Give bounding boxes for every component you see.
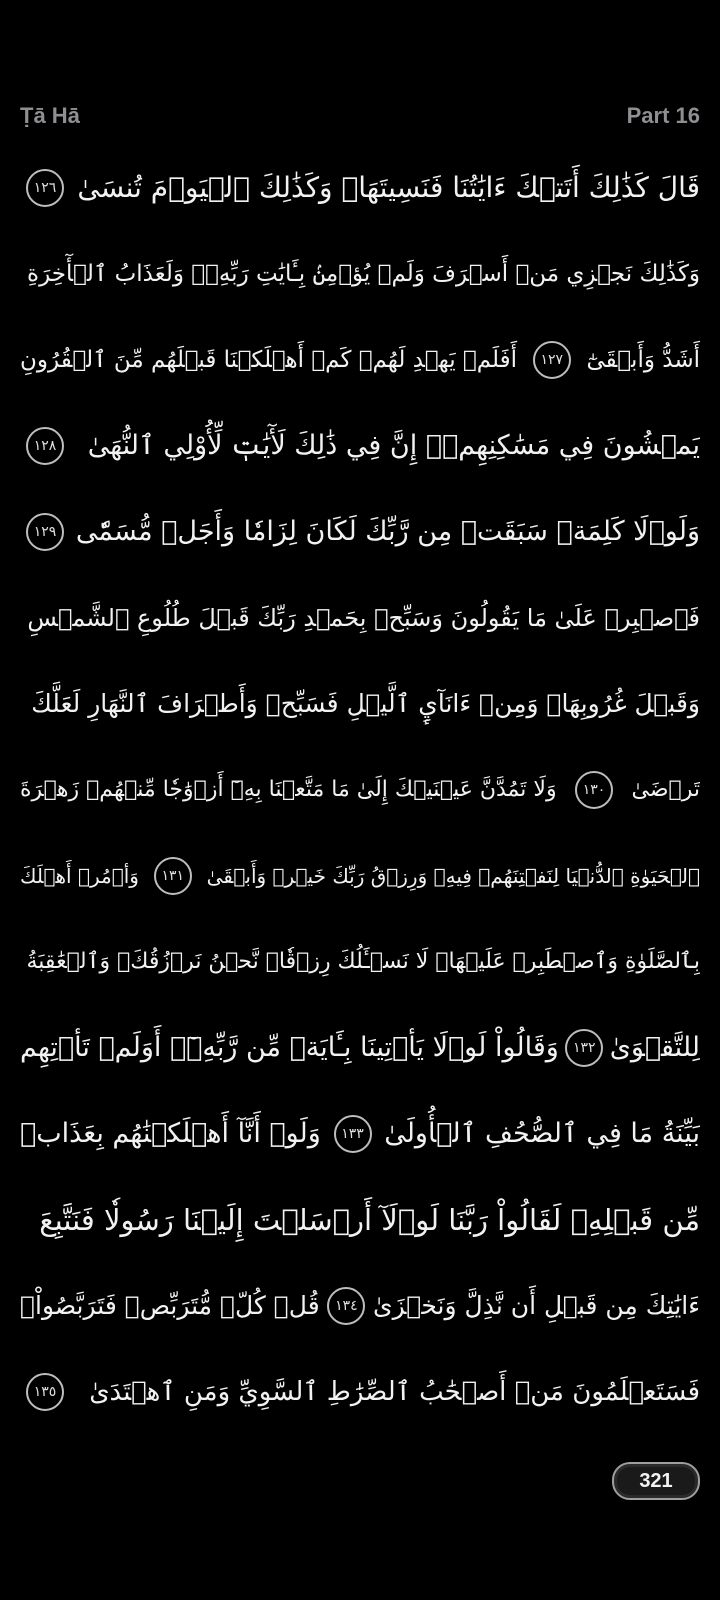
part-label: Part 16 (626, 103, 700, 128)
verse-text: فَٱصۡبِرۡ عَلَىٰ مَا يَقُولُونَ وَسَبِّحۡ بِحَمۡدِ رَبِّكَ قَبۡلَ طُلُوعِ ٱلشَّمۡسِ (27, 604, 700, 632)
page-number: 321 (639, 1469, 673, 1492)
text-line (20, 836, 700, 916)
text-line (20, 1008, 700, 1088)
verse-text: أَشَدُّ وَأَبۡقَىٰٓ (586, 347, 700, 373)
ayah-number-marker[interactable]: ١٣٢ (565, 1029, 603, 1067)
ayah-number-marker[interactable]: ١٢٨ (26, 427, 64, 465)
ayah-number-marker[interactable]: ١٣٥ (26, 1373, 64, 1411)
text-line (20, 1266, 700, 1346)
quran-text-area[interactable] (20, 148, 700, 1438)
verse-text: وَكَذَٰلِكَ نَجۡزِي مَنۡ أَسۡرَفَ وَلَمۡ يُؤۡمِنۢ بِـَٔايَٰتِ رَبِّهِۦۚ وَلَعَذَابُ ٱلۡأٓخِرَةِ (27, 261, 700, 287)
text-line (20, 148, 700, 228)
verse-text: بِٱلصَّلَوٰةِ وَٱصۡطَبِرۡ عَلَيۡهَاۖ لَا نَسۡـَٔلُكَ رِزۡقٗاۖ نَّحۡنُ نَرۡزُقُكَۗ وَٱلۡعَٰقِبَةُ (26, 949, 700, 974)
verse-text: بَيِّنَةُ مَا فِي ٱلصُّحُفِ ٱلۡأُولَىٰ (384, 1118, 700, 1149)
text-line (20, 1180, 700, 1260)
ayah-number-marker[interactable]: ١٣٠ (575, 771, 613, 809)
ayah-number-marker[interactable]: ١٢٦ (26, 169, 64, 207)
verse-text: وَقَبۡلَ غُرُوبِهَاۖ وَمِنۡ ءَانَآيِٕ ٱلَّيۡلِ فَسَبِّحۡ وَأَطۡرَافَ ٱلنَّهَارِ لَعَلَّكَ (31, 689, 700, 718)
verse-text: أَفَلَمۡ يَهۡدِ لَهُمۡ كَمۡ أَهۡلَكۡنَا قَبۡلَهُم مِّنَ ٱلۡقُرُونِ (20, 347, 518, 373)
page-footer (612, 1462, 700, 1500)
verse-text: وَأۡمُرۡ أَهۡلَكَ (20, 864, 139, 888)
verse-text: قُلۡ كُلّٞ مُّتَرَبِّصٞ فَتَرَبَّصُواْۖ (20, 1291, 320, 1320)
text-line (20, 320, 700, 400)
verse-text: فَسَتَعۡلَمُونَ مَنۡ أَصۡحَٰبُ ٱلصِّرَٰطِ ٱلسَّوِيِّ وَمَنِ ٱهۡتَدَىٰ (89, 1377, 700, 1407)
verse-text: يَمۡشُونَ فِي مَسَٰكِنِهِمۡۚ إِنَّ فِي ذَٰلِكَ لَأٓيَٰتٖ لِّأُوْلِي ٱلنُّهَىٰ (87, 430, 700, 461)
text-line (20, 750, 700, 830)
verse-text: وَقَالُواْ لَوۡلَا يَأۡتِينَا بِـَٔايَةٖ مِّن رَّبِّهِۦٓۚ أَوَلَمۡ تَأۡتِهِم (20, 1032, 559, 1063)
text-line (20, 578, 700, 658)
ayah-number-marker[interactable]: ١٣١ (154, 857, 192, 895)
verse-text: وَلَا تَمُدَّنَّ عَيۡنَيۡكَ إِلَىٰ مَا مَتَّعۡنَا بِهِۦٓ أَزۡوَٰجٗا مِّنۡهُمۡ زَهۡرَةَ (20, 777, 557, 802)
verse-text: ٱلۡحَيَوٰةِ ٱلدُّنۡيَا لِنَفۡتِنَهُمۡ فِيهِۚ وَرِزۡقُ رَبِّكَ خَيۡرٞ وَأَبۡقَىٰ (206, 864, 700, 888)
page-number-badge[interactable] (612, 1462, 700, 1500)
ayah-number-marker[interactable]: ١٣٣ (334, 1115, 372, 1153)
verse-text: وَلَوۡ أَنَّآ أَهۡلَكۡنَٰهُم بِعَذَابٖ (20, 1118, 321, 1149)
verse-text: لِلتَّقۡوَىٰ (609, 1032, 700, 1063)
surah-name: Ṭā Hā (20, 103, 80, 128)
verse-text: قَالَ كَذَٰلِكَ أَتَتۡكَ ءَايَٰتُنَا فَنَسِيتَهَاۖ وَكَذَٰلِكَ ٱلۡيَوۡمَ تُنسَىٰ (77, 171, 700, 204)
text-line (20, 664, 700, 744)
text-line (20, 492, 700, 572)
page-header (20, 100, 700, 132)
ayah-number-marker[interactable]: ١٣٤ (327, 1287, 365, 1325)
verse-text: وَلَوۡلَا كَلِمَةٞ سَبَقَتۡ مِن رَّبِّكَ لَكَانَ لِزَامٗا وَأَجَلٞ مُّسَمّٗى (75, 516, 700, 547)
text-line (20, 234, 700, 314)
verse-text: مِّن قَبۡلِهِۦ لَقَالُواْ رَبَّنَا لَوۡلَآ أَرۡسَلۡتَ إِلَيۡنَا رَسُولٗا فَنَتَّبِعَ (39, 1203, 700, 1237)
text-line (20, 406, 700, 486)
text-line (20, 1094, 700, 1174)
ayah-number-marker[interactable]: ١٢٩ (26, 513, 64, 551)
verse-text: تَرۡضَىٰ (631, 777, 700, 802)
text-line (20, 1352, 700, 1432)
text-line (20, 922, 700, 1002)
verse-text: ءَايَٰتِكَ مِن قَبۡلِ أَن نَّذِلَّ وَنَخۡزَىٰ (373, 1291, 700, 1320)
ayah-number-marker[interactable]: ١٢٧ (533, 341, 571, 379)
